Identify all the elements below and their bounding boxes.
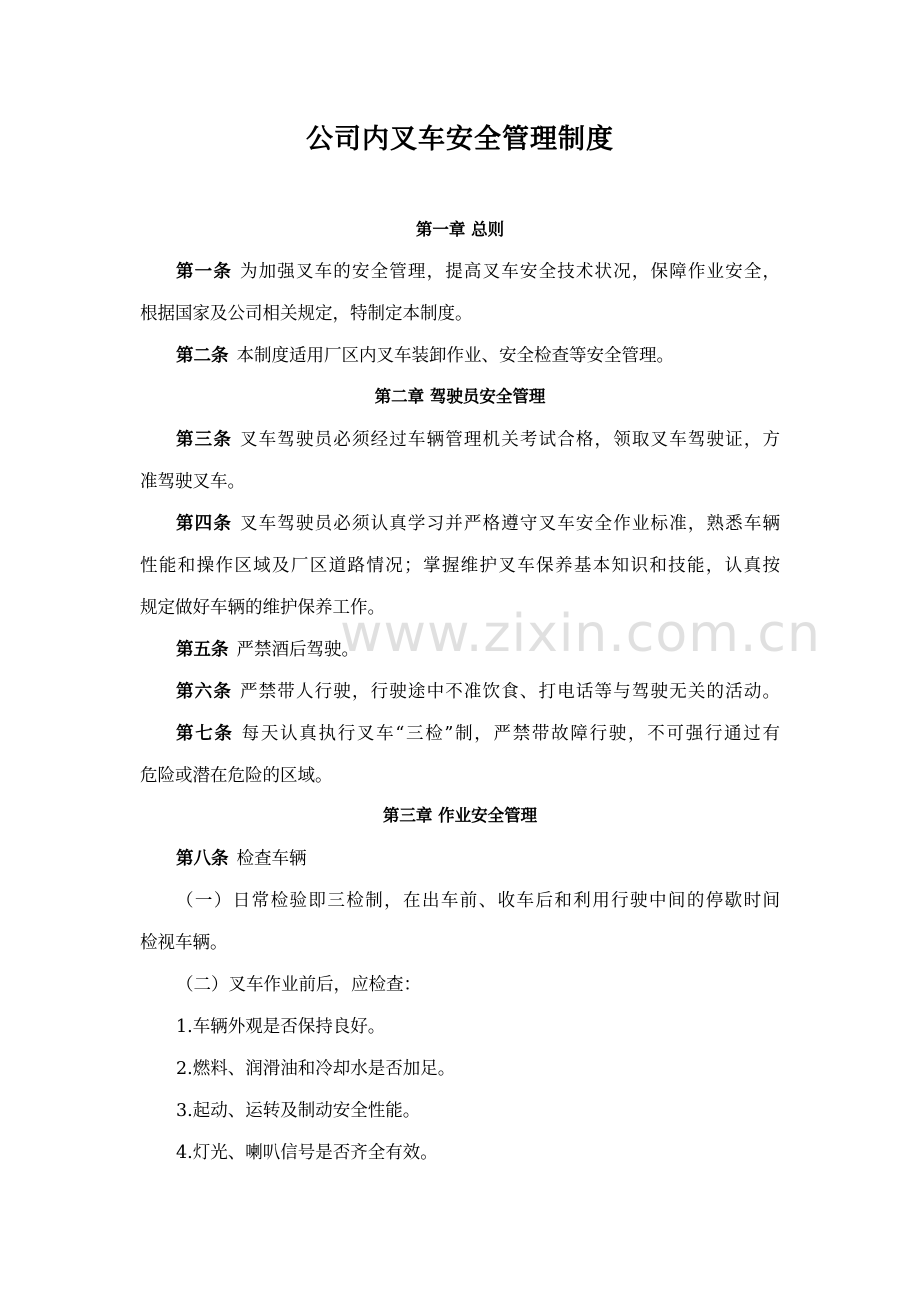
article-1-number: 第一条 <box>176 262 232 282</box>
article-1-text-1: 为加强叉车的安全管理，提高叉车安全技术状况，保障作业安全， <box>239 262 780 282</box>
article-6-text-1: 严禁带人行驶，行驶途中不准饮食、打电话等与驾驶无关的活动。 <box>239 682 780 702</box>
check-item-2: 2.燃料、润滑油和冷却水是否加足。 <box>176 1059 456 1079</box>
article-4-line-1 <box>176 511 780 537</box>
article-7-number: 第七条 <box>176 724 234 744</box>
check-item-3: 3.起动、运转及制动安全性能。 <box>176 1101 421 1121</box>
check-item-4: 4.灯光、喇叭信号是否齐全有效。 <box>176 1143 438 1163</box>
article-4-number: 第四条 <box>176 514 232 534</box>
article-7-line-1 <box>176 721 780 747</box>
article-5-text-1: 严禁酒后驾驶。 <box>236 640 359 660</box>
article-1-line-2: 根据国家及公司相关规定，特制定本制度。 <box>140 304 473 324</box>
article-2-number: 第二条 <box>176 346 229 366</box>
chapter-1-heading: 第一章 总则 <box>415 220 505 239</box>
article-3-line-2: 准驾驶叉车。 <box>140 472 245 492</box>
article-2-text-1: 本制度适用厂区内叉车装卸作业、安全检查等安全管理。 <box>236 346 674 366</box>
article-7-line-2: 危险或潜在危险的区域。 <box>140 766 333 786</box>
article-3-line-1 <box>176 427 780 453</box>
article-6-line-1 <box>176 679 780 705</box>
article-2-line-1 <box>176 343 780 369</box>
item-1-line-2: 检视车辆。 <box>140 933 228 953</box>
article-8-number: 第八条 <box>176 849 229 869</box>
article-7-text-1: 每天认真执行叉车“三检”制，严禁带故障行驶，不可强行通过有 <box>241 724 780 744</box>
article-5-line-1 <box>176 637 780 663</box>
article-4-line-2: 性能和操作区域及厂区道路情况；掌握维护叉车保养基本知识和技能，认真按 <box>140 556 780 576</box>
article-3-number: 第三条 <box>176 430 232 450</box>
article-5-number: 第五条 <box>176 640 229 660</box>
article-4-line-3: 规定做好车辆的维护保养工作。 <box>140 598 385 618</box>
document-title: 公司内叉车安全管理制度 <box>306 124 614 155</box>
article-1-line-1 <box>176 259 780 285</box>
item-1-line-1: （一）日常检验即三检制，在出车前、收车后和利用行驶中间的停歇时间 <box>176 891 780 911</box>
article-8-text-1: 检查车辆 <box>236 849 307 869</box>
watermark: www.zixin.com.cn <box>340 604 821 664</box>
article-4-text-1: 叉车驾驶员必须认真学习并严格遵守叉车安全作业标准，熟悉车辆 <box>239 514 780 534</box>
chapter-3-heading: 第三章 作业安全管理 <box>382 806 538 825</box>
article-3-text-1: 叉车驾驶员必须经过车辆管理机关考试合格，领取叉车驾驶证，方 <box>239 430 780 450</box>
chapter-2-heading: 第二章 驾驶员安全管理 <box>374 387 546 406</box>
item-2-line-1: （二）叉车作业前后，应检查： <box>176 975 421 995</box>
article-8-line-1 <box>176 846 780 872</box>
article-6-number: 第六条 <box>176 682 232 702</box>
check-item-1: 1.车辆外观是否保持良好。 <box>176 1017 386 1037</box>
